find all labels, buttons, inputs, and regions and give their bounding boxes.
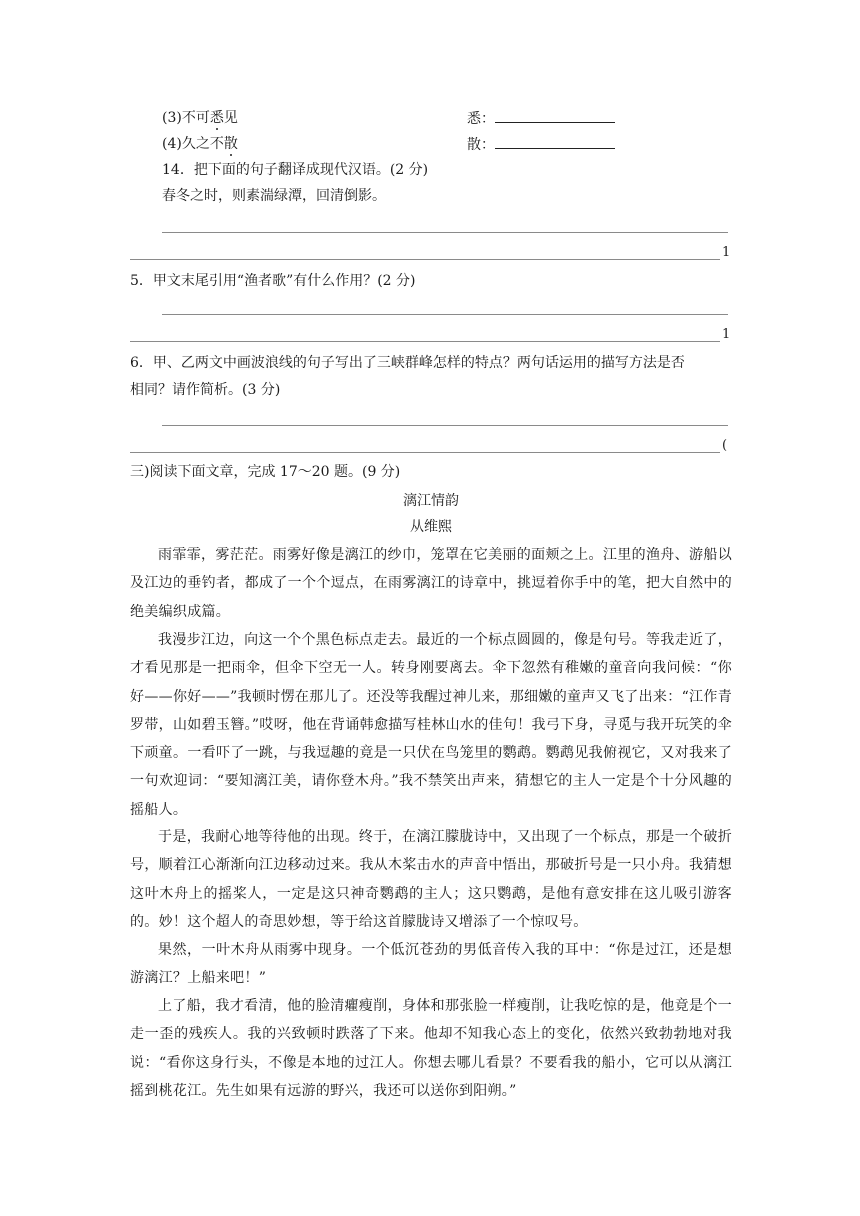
q15-prompt: 5．甲文末尾引用“渔者歌”有什么作用？(2 分) — [130, 273, 416, 289]
item-4-blank[interactable] — [495, 134, 615, 149]
q14-edge-mark: 1 — [722, 245, 731, 260]
item-3-answer — [467, 108, 615, 129]
article-paragraph-2: 我漫步江边，向这一个个黑色标点走去。最近的一个标点圆圆的，像是句号。等我走近了，才看见那是一把雨伞，但伞下空无一人。转身刚要离去。伞下忽然有稚嫩的童音向我问候：“你好——你好——”我顿时愣在那儿了。还没等我醒过神儿来，那细嫩的童声又飞了出来：“江作青罗带，山如碧玉簪。”哎呀，他在背诵韩愈描写桂林山水的佳句！我弓下身，寻觅与我开玩笑的伞下顽童。一看吓了一跳，与我逗趣的竟是一只伏在鸟笼里的鹦鹉。鹦鹉见我俯视它，又对我来了一句欢迎词：“要知漓江美，请你登木舟。”我不禁笑出声来，猜想它的主人一定是个十分风趣的摇船人。 — [130, 632, 732, 818]
item-3-dot-char: 悉 — [209, 110, 224, 126]
article-paragraph-4: 果然，一叶木舟从雨雾中现身。一个低沉苍劲的男低音传入我的耳中：“你是过江，还是想游漓江？上船来吧！” — [130, 942, 732, 987]
q15-edge-mark: 1 — [722, 327, 731, 342]
article-paragraph-5: 上了船，我才看清，他的脸清癯瘦削，身体和那张脸一样瘦削，让我吃惊的是，他竟是个一走一歪的残疾人。我的兴致顿时跌落了下来。他却不知我心态上的变化，依然兴致勃勃地对我说：“看你这身行头，不像是本地的过江人。你想去哪儿看景？不要看我的船小，它可以从漓江摇到桃花江。先生如果有远游的野兴，我还可以送你到阳朔。” — [130, 998, 732, 1099]
q14-answer-line-1[interactable] — [162, 232, 728, 233]
section-3-heading: 三)阅读下面文章，完成 17～20 题。(9 分) — [130, 464, 401, 480]
item-4-dot-char: 散 — [223, 136, 238, 152]
q16-prompt-line-2: 相同？请作简析。(3 分) — [130, 382, 281, 398]
item-3-char: 悉： — [467, 111, 495, 127]
q16-prompt-line-1: 6．甲、乙两文中画波浪线的句子写出了三峡群峰怎样的特点？两句话运用的描写方法是否 — [130, 355, 685, 371]
article-paragraph-1: 雨霏霏，雾茫茫。雨雾好像是漓江的纱巾，笼罩在它美丽的面颊之上。江里的渔舟、游船以及江边的垂钓者，都成了一个个逗点，在雨雾漓江的诗章中，挑逗着你手中的笔，把大自然中的绝美编织成篇。 — [130, 547, 732, 620]
article-title: 漓江情韵 — [403, 493, 459, 509]
item-4-answer — [467, 134, 615, 155]
q16-edge-mark: ( — [722, 438, 728, 453]
q14-answer-line-2[interactable] — [130, 259, 720, 260]
q14-prompt: 14．把下面的句子翻译成现代汉语。(2 分) — [162, 162, 429, 178]
item-4-label: (4)久之不散 — [162, 136, 238, 152]
q15-answer-line-1[interactable] — [162, 314, 728, 315]
article-paragraph-3: 于是，我耐心地等待他的出现。终于，在漓江朦胧诗中，又出现了一个标点，那是一个破折号，顺着江心渐渐向江边移动过来。我从木桨击水的声音中悟出，那破折号是一只小舟。我猜想这叶木舟上的摇桨人，一定是这只神奇鹦鹉的主人；这只鹦鹉，是他有意安排在这儿吸引游客的。妙！这个超人的奇思妙想，等于给这首朦胧诗又增添了一个惊叹号。 — [130, 829, 732, 930]
article-author: 从维熙 — [410, 519, 452, 535]
item-4-char: 散： — [467, 137, 495, 153]
q15-answer-line-2[interactable] — [130, 341, 720, 342]
q16-answer-line-1[interactable] — [162, 425, 728, 426]
q14-sentence: 春冬之时，则素湍绿潭，回清倒影。 — [162, 188, 386, 204]
item-3-label: (3)不可悉见 — [162, 110, 238, 126]
item-3-blank[interactable] — [495, 108, 615, 123]
q16-answer-line-2[interactable] — [130, 452, 720, 453]
